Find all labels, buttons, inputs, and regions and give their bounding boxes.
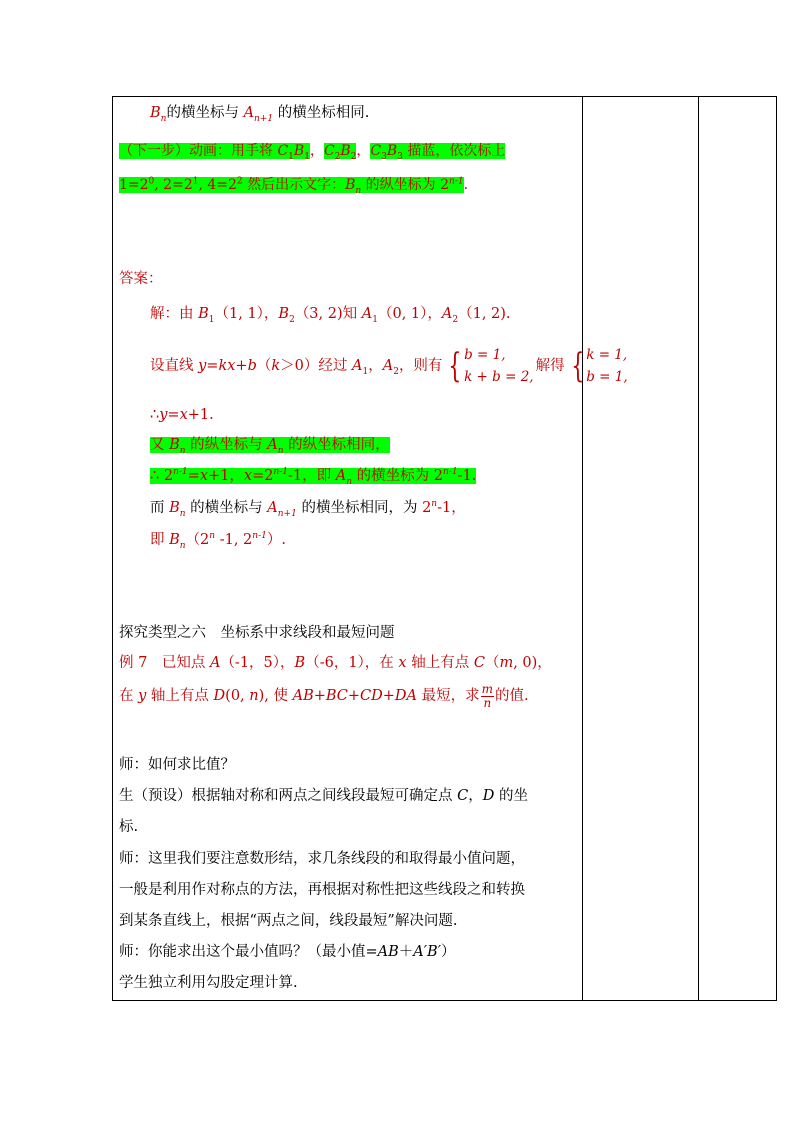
student-answer-line-1: 生（预设）根据轴对称和两点之间线段最短可确定点 C，D 的坐	[119, 788, 528, 804]
teacher-explanation-line-3: 到某条直线上，根据“两点之间，线段最短”解决问题.	[119, 913, 458, 929]
student-answer-line-2: 标.	[119, 819, 139, 835]
fraction-m-over-n: $\frac{m}{n}$	[481, 681, 494, 710]
solution-given-points: 解：由 $B_1(1$, 1），$B_2(3$, 2)知 $A_1(0$, 1），$A_2(1$, 2).	[150, 306, 511, 325]
equation-system-2: { k = 1, b = 1,	[570, 346, 628, 386]
solution-line-result: ∴y=x+1.	[150, 407, 214, 423]
solution-bn-abscissa: 而 $B_n$ 的横坐标与 $A_{n+1}$ 的横坐标相同，为 2$^n$-1，	[150, 499, 466, 519]
teacher-explanation-line-2: 一般是利用作对称点的方法，再根据对称性把这些线段之和转换	[119, 882, 525, 898]
equation-system-1: { b = 1, k + b = 2,	[448, 346, 534, 386]
column-divider-2	[698, 97, 699, 1000]
solution-an-abscissa: ∴ $2^{n-1}=x+1$，$x=2^{n-1}-1$，即 $A_n$ 的横坐标为 2$^{n-1}$-1.	[150, 467, 477, 487]
column-divider-1	[582, 97, 583, 1000]
animation-note-line-1: （下一步）动画：用手将 $C_1B_1$，$C_2B_2$，$C_3B_3$ 描蓝，依次标上	[119, 143, 506, 162]
solution-line-equation: 设直线 y=kx+b（k＞0）经过 $A_1$，$A_2$，则有 { b = 1, k + b = 2, 解得 { k = 1, b = 1,	[150, 346, 628, 386]
example-7-line-1: 例 7 已知点 A（-1，5），B（-6，1），在 x 轴上有点 C（m, 0)，	[119, 655, 552, 671]
bn-abscissa-line: $B_n$的横坐标与 $A_{n+1}$ 的横坐标相同.	[150, 105, 370, 124]
section-title: 探究类型之六 坐标系中求线段和最短问题	[119, 625, 395, 641]
example-7-line-2: 在 y 轴上有点 D(0, n), 使 AB+BC+CD+DA 最短，求 $\frac{m}{n}$ 的值.	[119, 681, 529, 710]
student-task: 学生独立利用勾股定理计算.	[119, 975, 298, 991]
animation-note-line-2: $1=2^0$, $2=2^1$, $4=2^2$ 然后出示文字：$B_n$ 的纵坐标为 2$^{n-1}$.	[119, 176, 469, 196]
teacher-question-1: 师：如何求比值？	[119, 757, 235, 773]
teacher-explanation-line-1: 师：这里我们要注意数形结，求几条线段的和取得最小值问题，	[119, 851, 525, 867]
answer-label: 答案：	[119, 271, 163, 287]
content-column	[113, 97, 628, 1000]
teacher-question-2: 师：你能求出这个最小值吗？（最小值=AB＋A′B′）	[119, 944, 456, 960]
lesson-table	[112, 96, 777, 1001]
solution-bn-coordinates: 即 $B_n(2^n$ -1, 2$^{n-1}$）.	[150, 531, 286, 551]
solution-ordinate-note: 又 $B_n$ 的纵坐标与 $A_n$ 的纵坐标相同，	[150, 437, 390, 456]
